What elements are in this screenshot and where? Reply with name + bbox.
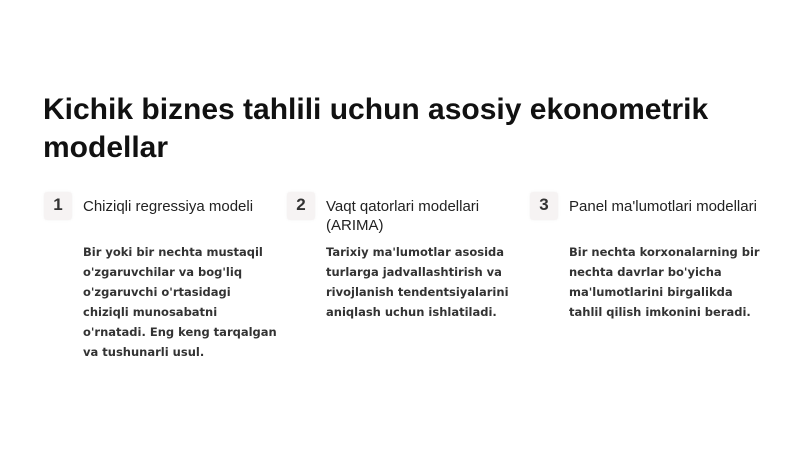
card-heading: Chiziqli regressiya modeli [83,198,254,215]
card-description: Tarixiy ma'lumotlar asosida turlarga jadvallashtirish va rivojlanish tendentsiyalarini aniqlash uchun ishlatiladi. [326,245,509,319]
card-heading: Vaqt qatorlari modellari (ARIMA) [326,198,480,234]
item-number-badge: 3 [530,192,558,220]
card-heading: Panel ma'lumotlari modellari [569,198,757,215]
item-number-badge: 1 [44,192,72,220]
item-number-badge: 2 [287,192,315,220]
card-description: Bir yoki bir nechta mustaqil o'zgaruvchilar va bog'liq o'zgaruvchi o'rtasidagi chiziqli munosabatni o'rnatadi. Eng keng tarqalgan va tushunarli usul. [83,245,277,359]
card-description: Bir nechta korxonalarning bir nechta davrlar bo'yicha ma'lumotlarini birgalikda tahlil qilish imkonini beradi. [569,245,760,319]
slide-title: Kichik biznes tahlili uchun asosiy ekonometrik modellar [43,93,709,164]
